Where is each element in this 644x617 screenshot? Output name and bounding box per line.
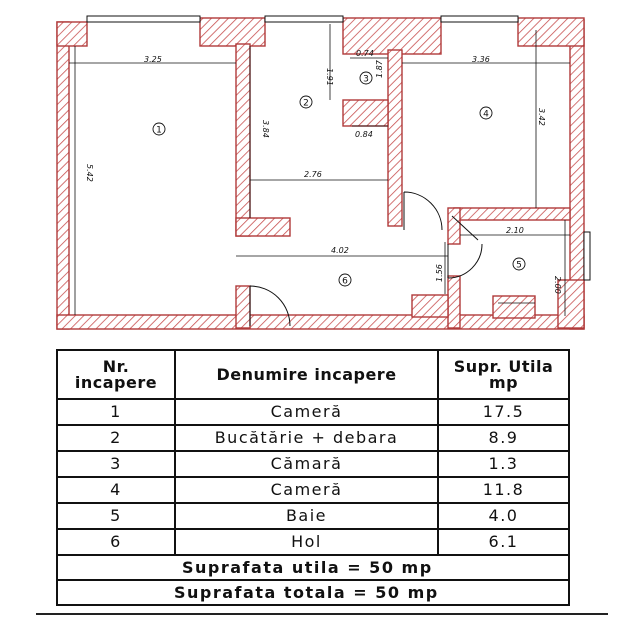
windows xyxy=(87,16,590,280)
dimension-labels xyxy=(85,49,562,294)
wall-top-seg2 xyxy=(200,18,265,46)
dim-label: 2.10 xyxy=(506,226,524,235)
room-name: Cămară xyxy=(175,451,438,477)
room-number-2: 2 xyxy=(303,98,309,109)
room-nr: 2 xyxy=(57,425,175,451)
total-area: Suprafata totala = 50 mp xyxy=(57,580,569,605)
table-row xyxy=(57,451,569,477)
header-nr-line1: Nr. xyxy=(102,356,130,376)
table-header-row xyxy=(57,350,569,399)
room-nr: 4 xyxy=(57,477,175,503)
wall-interior-1 xyxy=(236,44,250,236)
door-swing-1 xyxy=(404,192,442,230)
door-swing-2 xyxy=(448,244,482,278)
wall-top-seg4 xyxy=(518,18,584,46)
room-name: Bucătărie + debara xyxy=(175,425,438,451)
table-row xyxy=(57,529,569,555)
dim-label: 3.42 xyxy=(537,108,546,126)
dim-label: 0.84 xyxy=(355,130,373,139)
window-1 xyxy=(87,16,200,22)
dim-label: 3.25 xyxy=(144,55,162,64)
header-area-line2: mp xyxy=(488,372,519,392)
window-3 xyxy=(441,16,518,22)
room-area: 4.0 xyxy=(438,503,569,529)
dim-label: 5.42 xyxy=(85,164,94,182)
room-area: 6.1 xyxy=(438,529,569,555)
total-area-row xyxy=(57,580,569,605)
header-nr xyxy=(57,350,175,399)
wall-interior-8 xyxy=(493,296,535,318)
wall-interior-1b xyxy=(236,218,290,236)
wall-outer-left xyxy=(57,22,69,329)
wall-interior-3 xyxy=(454,208,570,220)
useful-area-total: Suprafata utila = 50 mp xyxy=(57,555,569,580)
room-area: 8.9 xyxy=(438,425,569,451)
dim-label: 2.76 xyxy=(304,170,322,179)
wall-interior-5 xyxy=(448,276,460,328)
table-row xyxy=(57,477,569,503)
room-nr: 3 xyxy=(57,451,175,477)
dim-label: 0.74 xyxy=(356,49,374,58)
room-table xyxy=(56,349,570,606)
table-row xyxy=(57,425,569,451)
dim-label: 3.36 xyxy=(472,55,490,64)
dim-label: 3.84 xyxy=(261,120,270,138)
table-row xyxy=(57,399,569,425)
room-area: 17.5 xyxy=(438,399,569,425)
window-2 xyxy=(265,16,343,22)
header-nr-line2: incapere xyxy=(74,372,158,392)
header-area xyxy=(438,350,569,399)
wall-interior-4 xyxy=(448,208,460,244)
wall-interior-pantry xyxy=(343,100,388,126)
room-name: Baie xyxy=(175,503,438,529)
dim-label: 1.91 xyxy=(325,68,334,86)
room-number-4: 4 xyxy=(483,109,489,120)
room-name: Cameră xyxy=(175,399,438,425)
wall-interior-2 xyxy=(388,50,402,226)
dim-label: 4.02 xyxy=(331,246,349,255)
header-area-line1: Supr. Utila xyxy=(453,356,554,376)
table-row xyxy=(57,503,569,529)
bottom-divider xyxy=(36,613,608,615)
room-name: Cameră xyxy=(175,477,438,503)
room-name: Hol xyxy=(175,529,438,555)
room-nr: 1 xyxy=(57,399,175,425)
dim-label: 2.00 xyxy=(553,276,562,294)
room-number-1: 1 xyxy=(156,125,162,136)
room-area: 11.8 xyxy=(438,477,569,503)
room-nr: 6 xyxy=(57,529,175,555)
room-area: 1.3 xyxy=(438,451,569,477)
wall-top-left xyxy=(57,22,87,46)
wall-interior-6 xyxy=(236,286,250,328)
room-nr: 5 xyxy=(57,503,175,529)
wall-interior-7 xyxy=(412,295,448,317)
room-number-5: 5 xyxy=(516,260,522,271)
room-number-6: 6 xyxy=(342,276,348,287)
header-name: Denumire incapere xyxy=(175,350,438,399)
dim-label: 1.87 xyxy=(375,60,384,78)
room-number-3: 3 xyxy=(363,74,369,85)
useful-area-row xyxy=(57,555,569,580)
window-4 xyxy=(584,232,590,280)
dim-label: 1.56 xyxy=(435,264,444,282)
